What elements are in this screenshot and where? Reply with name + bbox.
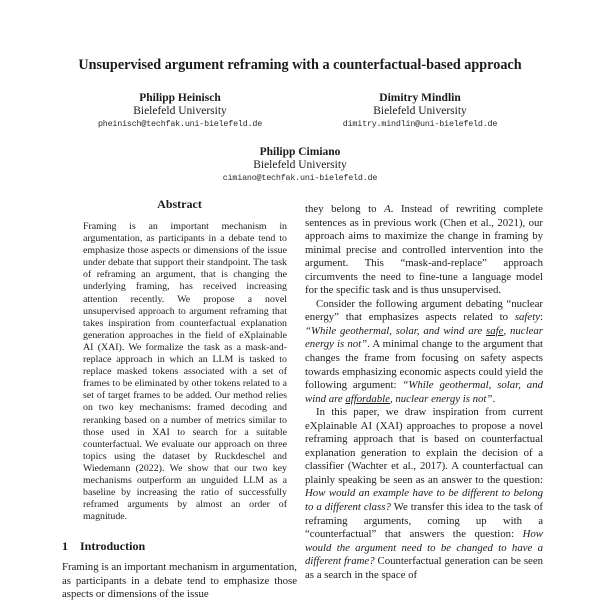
section-title: Introduction (80, 539, 146, 554)
text-segment: safe (486, 324, 504, 337)
author-block-mindlin (300, 92, 540, 131)
text-segment: How would the argument need to be changed to have a different frame? (305, 528, 543, 568)
author-name: Philipp Heinisch (139, 92, 221, 104)
text-segment: : (540, 311, 543, 324)
section-heading-introduction (62, 539, 297, 553)
text-segment: “While geothermal, solar, and wind are (305, 324, 487, 337)
right-paragraph-2 (305, 298, 543, 406)
text-segment: Consider the following argument debating “nuclear energy” that emphasizes aspects related to (305, 297, 543, 324)
left-column (62, 197, 297, 600)
text-segment: safety (514, 311, 540, 324)
right-paragraph-1 (305, 203, 543, 298)
author-affiliation: Bielefeld University (253, 159, 347, 171)
author-affiliation: Bielefeld University (373, 105, 467, 117)
author-email: cimiano@techfak.uni-bielefeld.de (222, 173, 378, 183)
author-block-heinisch (60, 92, 300, 131)
section-number: 1 (62, 539, 68, 554)
author-block-row (60, 92, 540, 131)
author-block-cimiano (0, 146, 600, 185)
text-segment: affordable (345, 392, 390, 405)
right-column (305, 203, 543, 582)
author-name: Philipp Cimiano (259, 146, 341, 158)
text-segment: . A minimal change to the argument that changes the frame from focusing on safety aspects towards emphasizing economic aspects could yield the following argument: (305, 338, 543, 392)
text-segment: In this paper, we draw inspiration from current eXplainable AI (XAI) approaches to propose a novel reframing approach that is based on counterfactual explanation generation to explain the decision of a classifier (Wachter et al., 2017). A counterfactual can plainly speaking be seen as an answer to the question: (305, 406, 543, 486)
author-email: dimitry.mindlin@uni-bielefeld.de (342, 119, 498, 129)
author-name: Dimitry Mindlin (379, 92, 461, 104)
text-segment: . (492, 392, 496, 405)
text-segment: they belong to (305, 203, 385, 215)
text-segment: How would an example have to be different to belong to a different class? (305, 487, 543, 514)
abstract-heading: Abstract (157, 197, 202, 211)
paper-title: Unsupervised argument reframing with a counterfactual-based approach (78, 57, 522, 73)
text-segment: “While geothermal, solar, and wind are (305, 379, 544, 405)
text-segment: A (384, 203, 391, 215)
text-segment: , nuclear energy is not” (389, 392, 493, 405)
intro-paragraph: Framing is an important mechanism in argumentation, as participants in a debate tend to emphasize those aspects or dimensions of the issue (62, 561, 297, 600)
author-affiliation: Bielefeld University (133, 105, 227, 117)
text-segment: Counterfactual generation can be seen as a search in the space of (305, 555, 544, 581)
author-email: pheinisch@techfak.uni-bielefeld.de (97, 119, 263, 129)
text-segment: , nuclear energy is not” (305, 324, 543, 351)
right-paragraph-3 (305, 406, 543, 582)
text-segment: . Instead of rewriting complete sentences as in previous work (Chen et al., 2021), our approach aims to maximize the change in framing by minimal precise and controlled intervention into the argument. This “mask-and-replace” approach circumvents the need to fine-tune a language model for the specific task and is thus unsupervised. (305, 203, 543, 297)
abstract-body: Framing is an important mechanism in argumentation, as participants in a debate tend to emphasize those aspects or dimensions of the issue under debate that support their standpoint. The task of reframing an argument, that is changing the underlying framing, has received increasing attention recently. We propose a novel unsupervised approach to argument reframing that takes inspiration from counterfactual explanation generation approaches in the field of eXplainable AI (XAI). We formalize the task as a mask-and-replace approach in which an LLM is tasked to replace masked tokens associated with a set of frames to be eliminated by other tokens related to a set of target frames to be added. Our method relies on two key mechanisms: framed decoding and reranking based on a number of metrics similar to those used in XAI to search for a suitable counterfactual. We evaluate our approach on three topics using the dataset by Ruckdeschel and Wiedemann (2022). We show that our two key mechanisms outperform an unguided LLM as a baseline by increasing the ratio of successfully reframed arguments by almost an order of magnitude. (83, 221, 287, 523)
text-segment: We transfer this idea to the task of reframing arguments, coming up with a “counterfactual” that answers the question: (305, 501, 543, 541)
